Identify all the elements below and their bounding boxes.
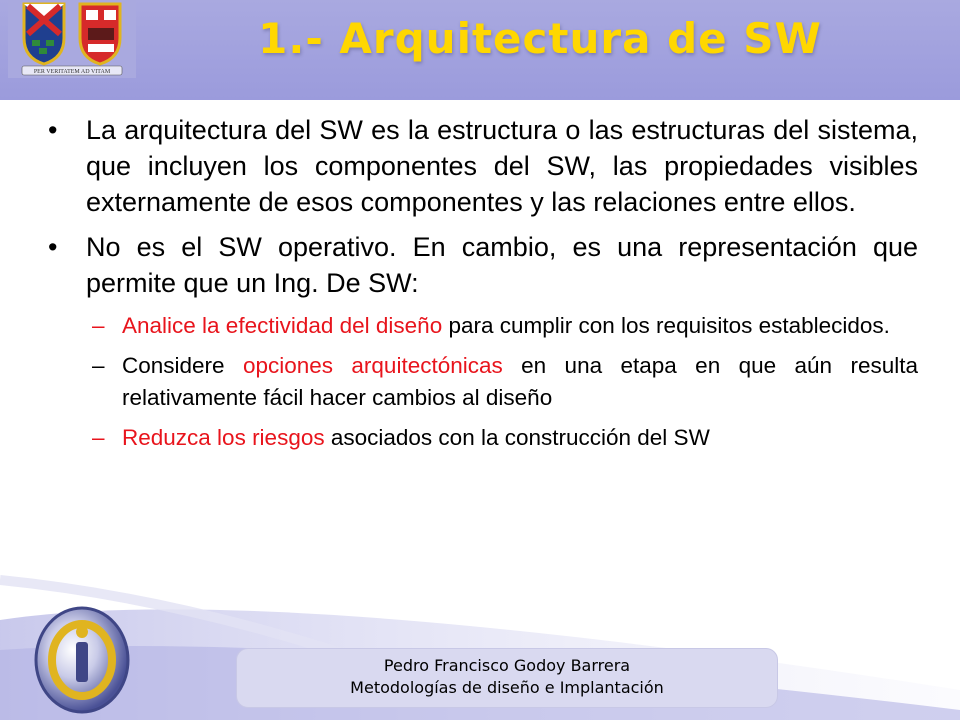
sub-text: para cumplir con los requisitos establecidos. bbox=[442, 313, 890, 338]
dash-glyph: – bbox=[92, 313, 105, 338]
footer-credits bbox=[236, 648, 778, 708]
sub-text: asociados con la construcción del SW bbox=[324, 425, 710, 450]
highlight-text: opciones arquitectónicas bbox=[242, 353, 503, 378]
dash-glyph: – bbox=[92, 353, 105, 378]
slide-title: 1.- Arquitectura de SW bbox=[258, 14, 822, 63]
sub-item bbox=[48, 422, 918, 454]
university-crest-icon bbox=[8, 0, 136, 78]
highlight-text: Reduzca los riesgos bbox=[122, 425, 325, 450]
sub-text: en una etapa en que aún resulta relativamente fácil hacer cambios al diseño bbox=[122, 353, 918, 410]
university-logo bbox=[8, 0, 136, 78]
bullet-item bbox=[48, 112, 918, 220]
bullet-text: La arquitectura del SW es la estructura o las estructuras del sistema, que incluyen los componentes del SW, las propiedades visibles externamente de esos componentes y las relaciones entre ellos. bbox=[86, 115, 918, 217]
bullet-glyph: • bbox=[48, 232, 58, 262]
footer-course: Metodologías de diseño e Implantación bbox=[350, 678, 664, 697]
footer-author: Pedro Francisco Godoy Barrera bbox=[383, 656, 631, 675]
sub-item bbox=[48, 310, 918, 342]
sub-text: Considere bbox=[122, 353, 243, 378]
svg-text:PER VERITATEM AD VITAM: PER VERITATEM AD VITAM bbox=[33, 69, 111, 75]
bullet-glyph: • bbox=[48, 115, 58, 145]
logo-emblem-icon bbox=[36, 608, 128, 712]
highlight-text: Analice la efectividad del diseño bbox=[122, 313, 443, 338]
dash-glyph: – bbox=[92, 425, 105, 450]
bullet-text: No es el SW operativo. En cambio, es una representación que permite que un Ing. De SW: bbox=[86, 232, 918, 298]
slide-body bbox=[48, 112, 918, 462]
sub-item bbox=[48, 350, 918, 414]
bullet-item bbox=[48, 229, 918, 301]
